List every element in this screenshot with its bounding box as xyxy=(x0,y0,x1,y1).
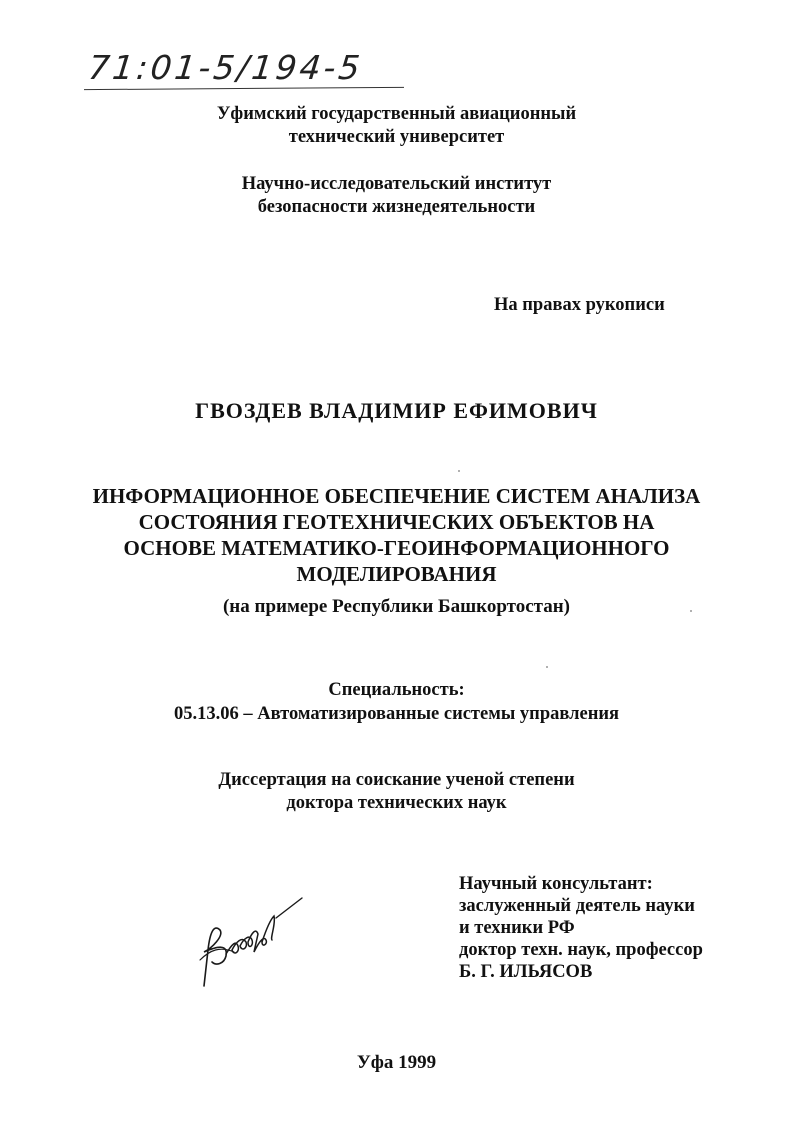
scan-speck xyxy=(458,470,460,472)
consultant-line-1: заслуженный деятель науки xyxy=(459,896,695,916)
institute-line-1: Научно-исследовательский институт xyxy=(241,174,552,194)
specialty-value: 05.13.06 – Автоматизированные системы управления xyxy=(173,704,620,724)
scientific-consultant-block xyxy=(459,873,703,983)
thesis-title xyxy=(0,483,793,587)
consultant-line-2: и техники РФ xyxy=(459,918,575,938)
specialty-label: Специальность: xyxy=(328,680,465,700)
scan-speck xyxy=(546,666,548,668)
degree-line-2: доктора технических наук xyxy=(286,793,507,813)
thesis-subtitle: (на примере Республики Башкортостан) xyxy=(222,596,570,617)
degree-line-1: Диссертация на соискание ученой степени xyxy=(218,770,575,790)
thesis-title-line-3: ОСНОВЕ МАТЕМАТИКО-ГЕОИНФОРМАЦИОННОГО xyxy=(123,536,670,560)
handwritten-shelfmark: 71:01-5/194-5 xyxy=(86,48,365,87)
city-year: Уфа 1999 xyxy=(356,1052,437,1073)
institute-header xyxy=(0,173,793,219)
degree-block xyxy=(0,769,793,815)
thesis-title-line-2: СОСТОЯНИЯ ГЕОТЕХНИЧЕСКИХ ОБЪЕКТОВ НА xyxy=(138,510,655,534)
consultant-line-3: доктор техн. наук, профессор xyxy=(459,940,703,960)
institution-line-1: Уфимский государственный авиационный xyxy=(216,104,577,124)
handwritten-signature xyxy=(190,890,310,1000)
thesis-title-line-1: ИНФОРМАЦИОННОЕ ОБЕСПЕЧЕНИЕ СИСТЕМ АНАЛИЗА xyxy=(92,484,701,508)
author-name: ГВОЗДЕВ ВЛАДИМИР ЕФИМОВИЧ xyxy=(195,398,598,423)
institution-header xyxy=(0,103,793,149)
thesis-title-line-4: МОДЕЛИРОВАНИЯ xyxy=(296,562,497,586)
institution-line-2: технический университет xyxy=(288,127,505,147)
specialty-block xyxy=(0,678,793,726)
institute-line-2: безопасности жизнедеятельности xyxy=(257,197,536,217)
manuscript-rights-note: На правах рукописи xyxy=(494,295,665,315)
consultant-label: Научный консультант: xyxy=(459,874,653,894)
scan-speck xyxy=(690,610,692,612)
consultant-name: Б. Г. ИЛЬЯСОВ xyxy=(459,962,593,982)
